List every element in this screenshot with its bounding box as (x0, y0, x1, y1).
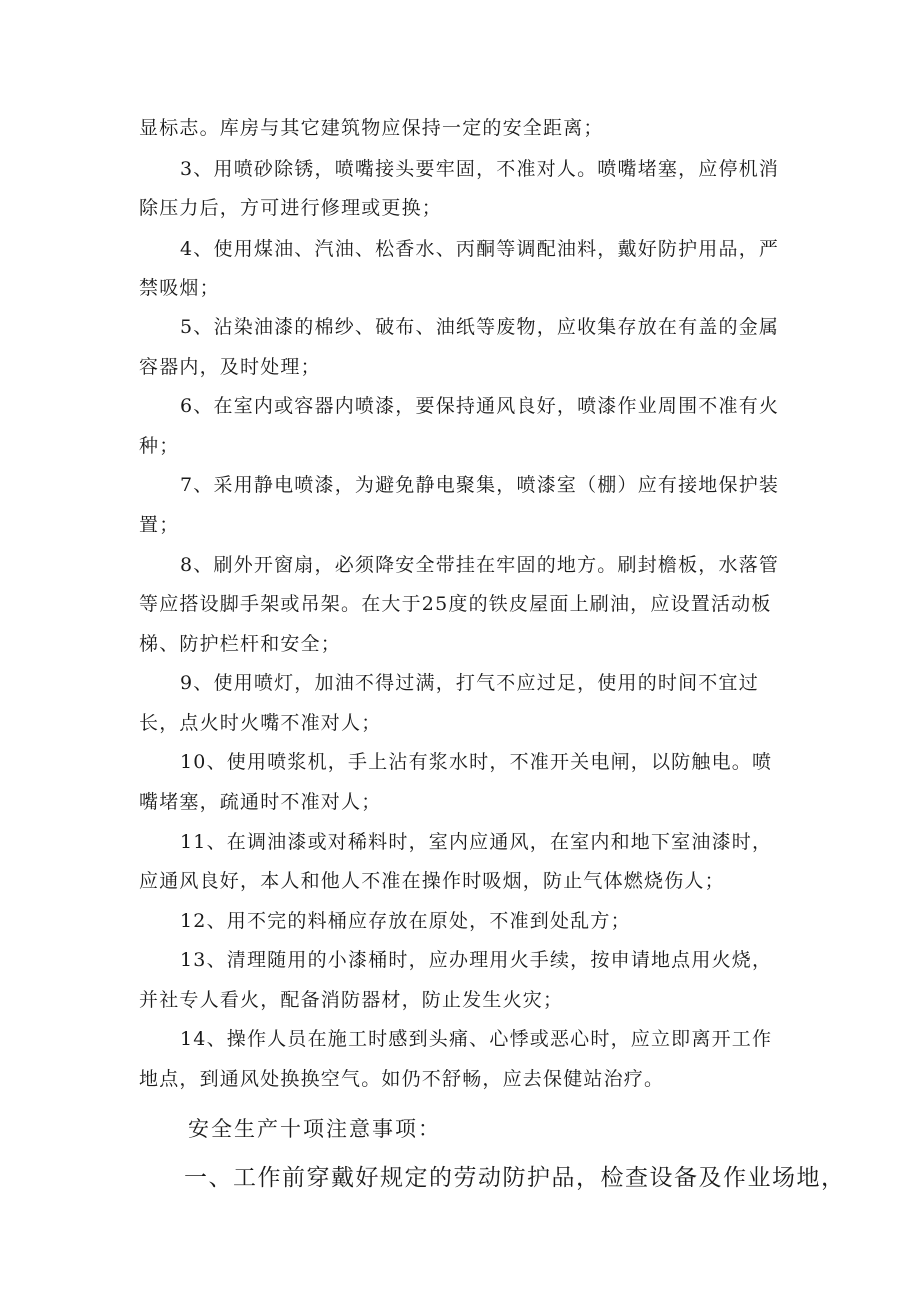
text-line: 长，点火时火嘴不准对人； (139, 712, 382, 734)
text-line: 除压力后，方可进行修理或更换； (139, 197, 443, 219)
text-line: 容器内，及时处理； (139, 356, 321, 378)
text-line: 3、用喷砂除锈，喷嘴接头要牢固，不准对人。喷嘴堵塞，应停机消 (180, 158, 780, 180)
text-line: 显标志。库房与其它建筑物应保持一定的安全距离； (139, 117, 604, 139)
text-line: 应通风良好，本人和他人不准在操作时吸烟，防止气体燃烧伤人； (139, 870, 725, 892)
text-line: 14、操作人员在施工时感到头痛、心悸或恶心时，应立即离开工作 (180, 1028, 773, 1050)
text-line: 嘴堵塞，疏通时不准对人； (139, 791, 382, 813)
text-line: 梯、防护栏杆和安全； (139, 633, 342, 655)
text-line: 并社专人看火，配备消防器材，防止发生火灾； (139, 989, 564, 1011)
text-line: 8、刷外开窗扇，必须降安全带挂在牢固的地方。刷封檐板，水落管 (180, 554, 780, 576)
text-line: 4、使用煤油、汽油、松香水、丙酮等调配油料，戴好防护用品，严 (180, 238, 780, 260)
text-line: 5、沾染油漆的棉纱、破布、油纸等废物，应收集存放在有盖的金属 (180, 316, 780, 338)
text-line: 置； (139, 514, 180, 536)
text-line: 7、采用静电喷漆，为避免静电聚集，喷漆室（棚）应有接地保护装 (180, 474, 780, 496)
text-line: 种； (139, 435, 180, 457)
text-line: 11、在调油漆或对稀料时，室内应通风，在室内和地下室油漆时， (180, 831, 773, 853)
text-line: 等应搭设脚手架或吊架。在大于25度的铁皮屋面上刷油，应设置活动板 (139, 593, 772, 615)
text-line-large: 一、工作前穿戴好规定的劳动防护品，检查设备及作业场地， (184, 1165, 846, 1191)
text-line: 地点，到通风处换换空气。如仍不舒畅，应去保健站治疗。 (139, 1068, 665, 1090)
section-heading: 安全生产十项注意事项： (188, 1117, 441, 1141)
text-line: 9、使用喷灯，加油不得过满，打气不应过足，使用的时间不宜过 (180, 672, 759, 694)
text-line: 6、在室内或容器内喷漆，要保持通风良好，喷漆作业周围不准有火 (180, 395, 780, 417)
text-line: 12、用不完的料桶应存放在原处，不准到处乱方； (180, 910, 631, 932)
text-line: 禁吸烟； (139, 277, 220, 299)
text-line: 13、清理随用的小漆桶时，应办理用火手续，按申请地点用火烧， (180, 949, 773, 971)
text-line: 10、使用喷浆机，手上沾有浆水时，不准开关电闸，以防触电。喷 (180, 751, 773, 773)
